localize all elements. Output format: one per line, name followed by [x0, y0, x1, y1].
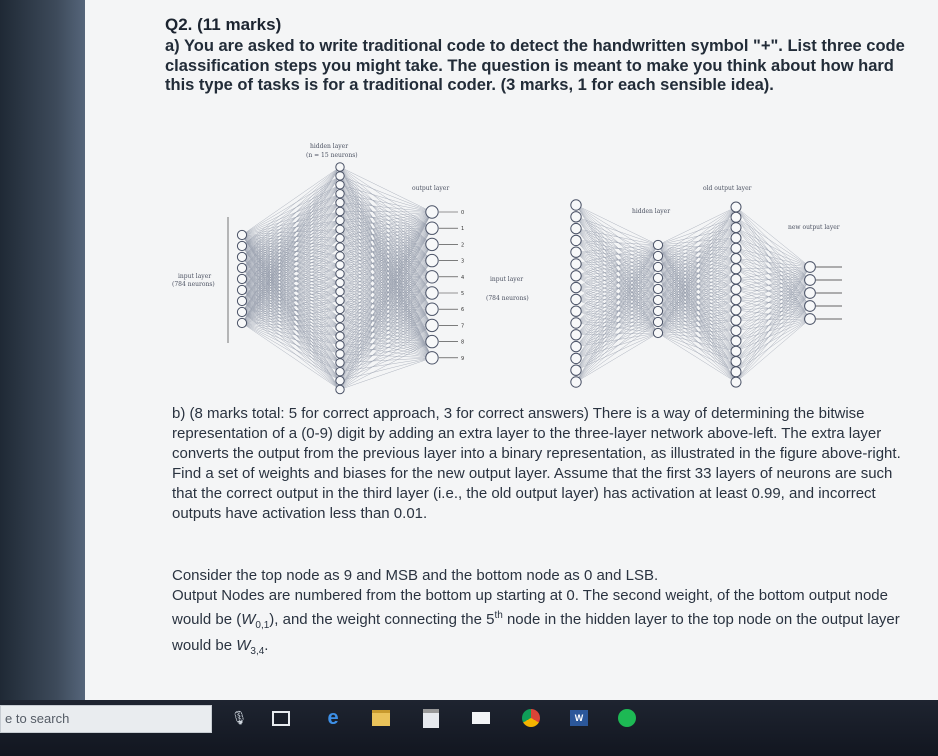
left-hidden-node [336, 279, 344, 287]
left-hidden-node [336, 376, 344, 384]
left-network-figure [170, 135, 529, 397]
right-new-output-node [805, 288, 816, 299]
left-hidden-node [336, 163, 344, 171]
left-hidden-node [336, 172, 344, 180]
left-hidden-node [336, 234, 344, 242]
left-hidden-node [336, 323, 344, 331]
left-digit-label: 8 [461, 339, 465, 346]
right-input-node [571, 341, 581, 351]
left-hidden-node [336, 341, 344, 349]
left-hidden-sublabel: (n = 15 neurons) [306, 152, 358, 159]
left-hidden-node [336, 207, 344, 215]
left-hidden-output-edges [340, 167, 432, 390]
right-input-node [571, 318, 581, 328]
left-hidden-node [336, 368, 344, 376]
left-digit-label: 6 [461, 307, 465, 314]
left-output-node [426, 319, 438, 331]
left-input-node [237, 307, 246, 316]
right-old-output-node [731, 305, 741, 315]
right-hidden-node [653, 273, 662, 282]
right-old-output-node [731, 202, 741, 212]
right-hidden-node [653, 295, 662, 304]
right-input-node [571, 271, 581, 281]
right-input-label: input layer [490, 276, 524, 283]
left-hidden-node [336, 314, 344, 322]
right-hidden-node [653, 251, 662, 260]
right-hidden-node [653, 240, 662, 249]
left-digit-label: 4 [461, 274, 465, 281]
right-old-output-node [731, 357, 741, 367]
left-hidden-node [336, 243, 344, 251]
left-input-label: input layer [178, 273, 212, 280]
left-digit-label: 0 [461, 210, 465, 216]
edge-icon[interactable]: e [327, 706, 339, 729]
part-c-line2: Output Nodes are numbered from the bottom up starting at 0. The second weight, of the bottom output node would be ( [172, 587, 888, 628]
taskbar-search-box[interactable] [0, 705, 212, 733]
left-input-node [237, 252, 246, 261]
right-old-output-label: old output layer [703, 185, 752, 192]
left-hidden-node [336, 359, 344, 367]
right-old-output-node [731, 315, 741, 325]
right-new-output-node [805, 314, 816, 325]
left-hidden-node [336, 350, 344, 358]
weight-subscript-2: 3,4 [250, 646, 265, 657]
ordinal-superscript: th [494, 610, 503, 621]
file-explorer-icon[interactable] [370, 707, 392, 729]
left-input-node [237, 296, 246, 305]
search-placeholder: e to search [5, 711, 70, 726]
left-hidden-node [336, 305, 344, 313]
left-hidden-node [336, 296, 344, 304]
right-old-output-node [731, 264, 741, 274]
store-icon[interactable] [420, 707, 442, 729]
left-output-node [426, 287, 438, 299]
right-new-output-node [805, 301, 816, 312]
right-input-node [571, 365, 581, 375]
left-output-label: output layer [412, 185, 450, 192]
right-network-diagram [548, 175, 868, 400]
left-hidden-node [336, 225, 344, 233]
left-output-node [426, 222, 438, 234]
weight-symbol-2: W [236, 637, 251, 654]
right-hidden-old-edges [658, 207, 736, 382]
left-output-node [426, 352, 438, 364]
left-digit-label: 9 [461, 355, 465, 362]
right-input-node [571, 200, 581, 210]
right-input-node [571, 294, 581, 304]
spotify-icon[interactable] [616, 707, 638, 729]
weight-subscript: 0,1 [255, 620, 270, 631]
left-output-node [426, 335, 438, 347]
left-hidden-node [336, 261, 344, 269]
right-old-output-node [731, 254, 741, 264]
right-old-new-edges [736, 207, 810, 382]
left-digit-label: 5 [461, 291, 465, 297]
right-old-output-node [731, 212, 741, 222]
part-c-end: . [264, 637, 269, 654]
right-old-output-node [731, 295, 741, 305]
word-icon[interactable]: W [568, 707, 590, 729]
right-input-node [571, 259, 581, 269]
right-input-node [571, 212, 581, 222]
right-old-output-node [731, 377, 741, 387]
left-output-node [426, 271, 438, 283]
question-title: Q2. (11 marks) [165, 15, 282, 34]
right-old-output-node [731, 243, 741, 253]
right-hidden-node [653, 328, 662, 337]
question-part-a: a) You are asked to write traditional code to detect the handwritten symbol "+". List three code classification steps you might take. The question is meant to make you think about how hard this type of tasks is for a traditional coder. (3 marks, 1 for each sensible idea). [165, 37, 905, 94]
left-hidden-node [336, 198, 344, 206]
weight-symbol: W [241, 611, 256, 628]
right-old-output-node [731, 223, 741, 233]
left-hidden-node [336, 216, 344, 224]
left-digit-label: 3 [461, 258, 465, 265]
right-input-node [571, 282, 581, 292]
left-hidden-node [336, 385, 344, 393]
left-output-node [426, 206, 438, 218]
right-old-output-node [731, 346, 741, 356]
right-hidden-label: hidden layer [632, 208, 671, 215]
mail-icon[interactable] [470, 707, 492, 729]
right-old-output-node [731, 336, 741, 346]
left-hidden-node [336, 181, 344, 189]
left-digit-label: 7 [461, 323, 465, 330]
left-hidden-node [336, 190, 344, 198]
left-input-hidden-edges [242, 167, 340, 390]
right-old-output-node [731, 233, 741, 243]
left-input-node [237, 274, 246, 283]
right-hidden-node [653, 306, 662, 315]
right-hidden-node [653, 262, 662, 271]
left-output-node [426, 254, 438, 266]
right-input-node [571, 247, 581, 257]
right-new-output-node [805, 262, 816, 273]
right-input-node [571, 353, 581, 363]
right-input-node [571, 330, 581, 340]
left-hidden-node [336, 270, 344, 278]
left-output-node [426, 238, 438, 250]
left-network-diagram [170, 135, 500, 397]
right-old-output-node [731, 274, 741, 284]
left-digit-label: 1 [461, 226, 465, 233]
question-part-c [172, 566, 907, 662]
right-input-node [571, 306, 581, 316]
right-input-node [571, 223, 581, 233]
part-c-line1: Consider the top node as 9 and MSB and the bottom node as 0 and LSB. [172, 567, 659, 584]
right-input-node [571, 235, 581, 245]
left-digit-label: 2 [461, 242, 465, 249]
right-hidden-node [653, 284, 662, 293]
left-input-node [237, 318, 246, 327]
right-input-hidden-edges [576, 205, 658, 382]
right-input-sublabel: (784 neurons) [486, 295, 529, 302]
left-hidden-label: hidden layer [310, 143, 349, 150]
left-input-node [237, 241, 246, 250]
right-network-figure [548, 175, 868, 400]
left-hidden-node [336, 252, 344, 260]
left-input-node [237, 285, 246, 294]
right-old-output-node [731, 284, 741, 294]
task-view-icon[interactable] [270, 707, 292, 729]
left-input-node [237, 230, 246, 239]
right-input-node [571, 377, 581, 387]
left-hidden-node [336, 332, 344, 340]
right-new-output-node [805, 275, 816, 286]
question-part-b: b) (8 marks total: 5 for correct approach, 3 for correct answers) There is a way of determining the bitwise representation of a (0-9) digit by adding an extra layer to the three-layer network above-left. The extra layer converts the output from the previous layer into a binary representation, as illustrated in the figure above-right. Find a set of weights and biases for the new output layer. Assume that the first 33 layers of neurons are such that the correct output in the third layer (i.e., the old output layer) has activation at least 0.99, and incorrect outputs have activation less than 0.01. [172, 405, 901, 522]
part-c-line4: node in the hidden layer to the top node on the output layer would be [172, 611, 900, 654]
left-input-node [237, 263, 246, 272]
mic-icon[interactable]: 🎙 [230, 710, 248, 725]
left-input-sublabel: (784 neurons) [172, 281, 215, 288]
left-hidden-node [336, 287, 344, 295]
right-old-output-node [731, 367, 741, 377]
right-old-output-node [731, 326, 741, 336]
chrome-icon[interactable] [520, 707, 542, 729]
left-output-node [426, 303, 438, 315]
right-new-output-label: new output layer [788, 224, 840, 231]
right-hidden-node [653, 317, 662, 326]
part-c-line3: ), and the weight connecting the 5 [269, 611, 495, 628]
